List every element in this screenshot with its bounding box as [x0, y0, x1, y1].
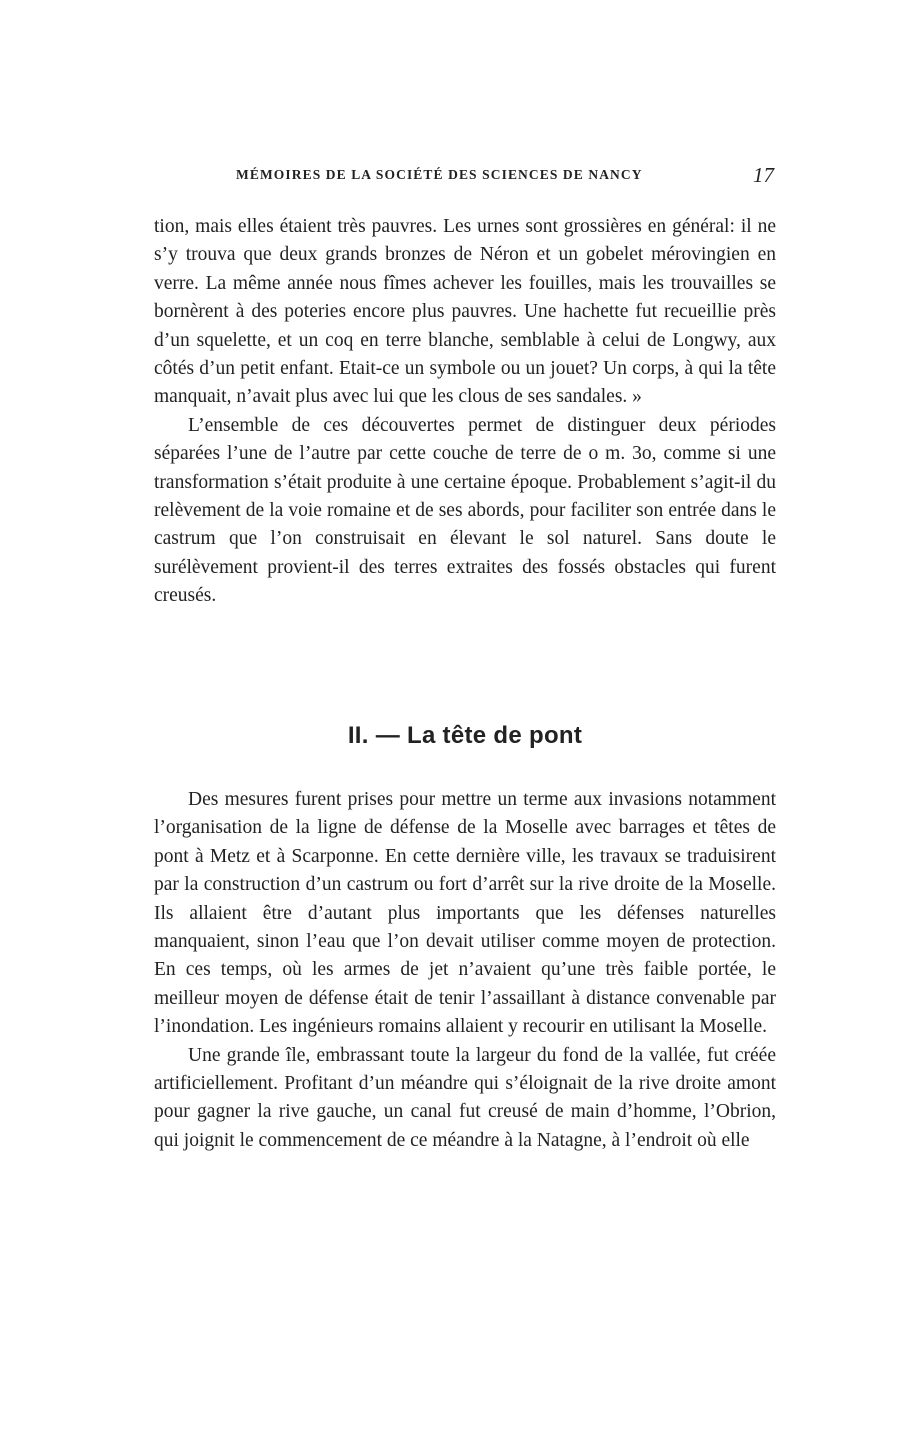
paragraph-defense-measures: Des mesures furent prises pour mettre un terme aux invasions notamment l’organisation de la ligne de défense de la Moselle avec barrages et têtes de pont à Metz et à Scarponne. En cette dernière ville, les travaux se traduisirent par la construction d’un castrum ou fort d’arrêt sur la rive droite de la Moselle. Ils allaient être d’autant plus importants que les défenses naturelles manquaient, sinon l’eau que l’on devait utiliser comme moyen de protection. En ces temps, où les armes de jet n’avaient qu’une très faible portée, le meilleur moyen de défense était de tenir l’assaillant à distance convenable par l’inondation. Les ingénieurs romains allaient y recourir en utilisant la Moselle. [154, 789, 776, 1038]
section-two-text [154, 786, 776, 1155]
page-number: 17 [753, 163, 774, 187]
section-heading: II. — La tête de pont [347, 722, 583, 749]
running-title: MÉMOIRES DE LA SOCIÉTÉ DES SCIENCES DE NANCY [236, 167, 643, 182]
paragraph-continuation: tion, mais elles étaient très pauvres. Les urnes sont grossières en général: il ne s’y trouva que deux grands bronzes de Néron et un gobelet mérovingien en verre. La même année nous fîmes achever les fouilles, mais les trouvailles se bornèrent à des poteries encore plus pauvres. Une hachette fut recueillie près d’un squelette, et un coq en terre blanche, semblable à celui de Longwy, aux côtés d’un petit enfant. Etait-ce un symbole ou un jouet? Un corps, à qui la tête manquait, n’avait plus avec lui que les clous de ses sandales. » [154, 216, 776, 408]
paragraph-island: Une grande île, embrassant toute la largeur du fond de la vallée, fut créée artificiellement. Profitant d’un méandre qui s’éloignait de la rive droite amont pour gagner la rive gauche, un canal fut creusé de main d’homme, l’Obrion, qui joignit le commencement de ce méandre à la Natagne, à l’endroit où elle [154, 1044, 776, 1151]
paragraph-discoveries: L’ensemble de ces découvertes permet de distinguer deux périodes séparées l’une de l’autre par cette couche de terre de o m. 3o, comme si une transformation s’était produite à une certaine époque. Probablement s’agit-il du relèvement de la voie romaine et de ses abords, pour faciliter son entrée dans le castrum que l’on construisait en élevant le sol naturel. Sans doute le surélèvement provient-il des terres extraites des fossés obstacles qui furent creusés. [154, 414, 776, 607]
running-head [154, 165, 776, 189]
section-one-text [154, 213, 776, 611]
